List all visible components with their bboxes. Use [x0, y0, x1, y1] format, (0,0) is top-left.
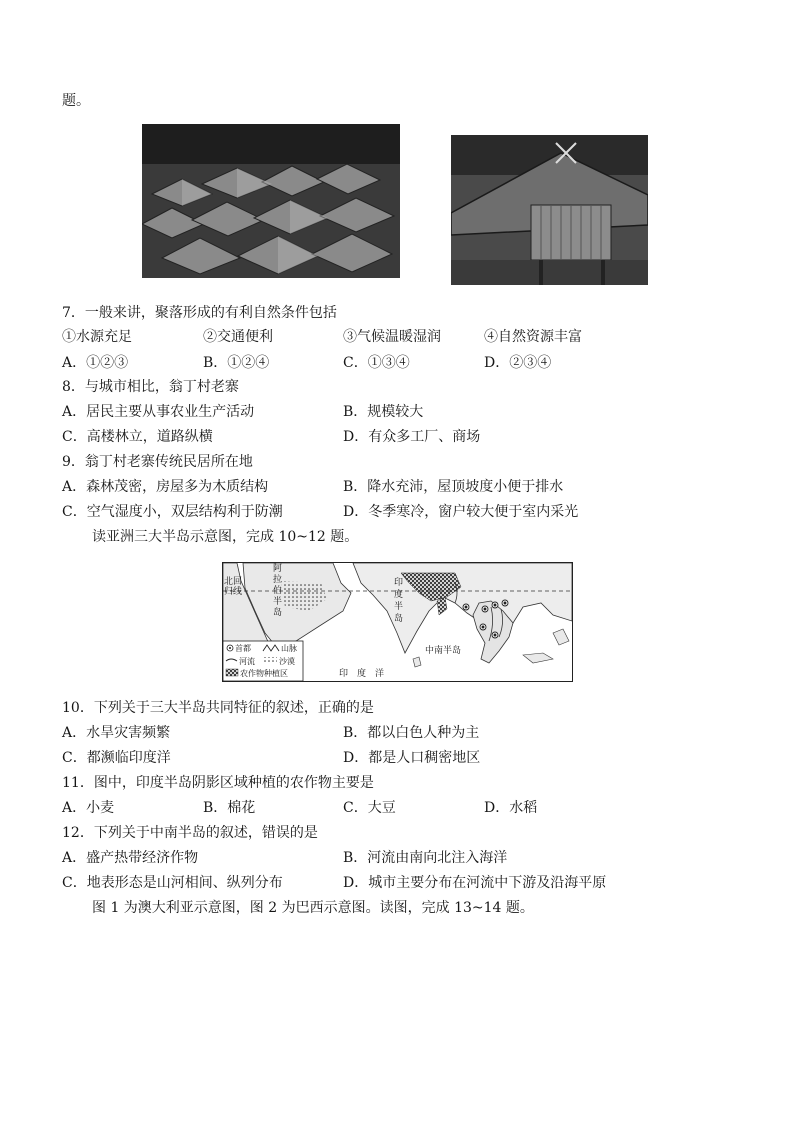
q12-option-b: B．河流由南向北注入海洋 [343, 850, 508, 866]
legend-crop-icon [226, 669, 238, 676]
q9-option-d: D．冬季寒冷，窗户较大便于室内采光 [343, 504, 579, 520]
ocean-label: 印 度 洋 [339, 669, 385, 679]
q10-option-b: B．都以白色人种为主 [343, 725, 480, 741]
q7-item-1: ①水源充足 [62, 329, 132, 345]
q12-option-a: A．盛产热带经济作物 [62, 850, 199, 866]
next-section-intro: 图 1 为澳大利亚示意图，图 2 为巴西示意图。读图，完成 13~14 题。 [92, 900, 534, 916]
legend-capital-label: 首都 [235, 644, 251, 653]
q10-stem: 10．下列关于三大半岛共同特征的叙述，正确的是 [62, 700, 374, 716]
q9-option-c: C．空气湿度小，双层结构利于防潮 [62, 504, 283, 520]
map-intro: 读亚洲三大半岛示意图，完成 10~12 题。 [92, 529, 359, 545]
q9-option-b: B．降水充沛，屋顶坡度小便于排水 [343, 479, 564, 495]
q12-stem: 12．下列关于中南半岛的叙述，错误的是 [62, 825, 318, 841]
q11-option-c: C．大豆 [343, 800, 396, 816]
legend-desert-icon [263, 657, 277, 664]
q7-option-d: D．②③④ [484, 355, 552, 371]
asia-peninsulas-map [222, 562, 573, 682]
q12-option-c: C．地表形态是山河相间、纵列分布 [62, 875, 283, 891]
traditional-house-photo [451, 135, 648, 285]
q11-stem: 11．图中，印度半岛阴影区域种植的农作物主要是 [62, 775, 374, 791]
q7-item-2: ②交通便利 [203, 329, 273, 345]
q8-stem: 8．与城市相比，翁丁村老寨 [62, 379, 239, 395]
q11-option-a: A．小麦 [62, 800, 115, 816]
q8-option-a: A．居民主要从事农业生产活动 [62, 404, 255, 420]
q8-option-c: C．高楼林立，道路纵横 [62, 429, 213, 445]
legend-desert-label: 沙漠 [279, 657, 295, 666]
q11-option-b: B．棉花 [203, 800, 256, 816]
q11-option-d: D．水稻 [484, 800, 538, 816]
q7-option-a: A．①②③ [62, 355, 129, 371]
q10-option-d: D．都是人口稠密地区 [343, 750, 481, 766]
legend-river-label: 河流 [239, 657, 255, 666]
intro-tail: 题。 [62, 93, 90, 109]
q10-option-c: C．都濒临印度洋 [62, 750, 171, 766]
q7-option-b: B．①②④ [203, 355, 270, 371]
village-rooftops-photo [142, 124, 400, 278]
q8-option-b: B．规模较大 [343, 404, 424, 420]
q7-item-4: ④自然资源丰富 [484, 329, 582, 345]
indochina-label: 中南半岛 [425, 646, 462, 656]
q9-option-a: A．森林茂密，房屋多为木质结构 [62, 479, 269, 495]
legend-mountain-label: 山脉 [281, 644, 297, 653]
legend-crop-label: 农作物种植区 [240, 669, 288, 678]
q7-option-c: C．①③④ [343, 355, 410, 371]
tropic-label: 北回 归线 [224, 577, 243, 597]
q12-option-d: D．城市主要分布在河流中下游及沿海平原 [343, 875, 607, 891]
q7-stem: 7．一般来讲，聚落形成的有利自然条件包括 [62, 305, 337, 321]
q8-option-d: D．有众多工厂、商场 [343, 429, 481, 445]
india-label: 印 度 半 岛 [394, 578, 404, 624]
q7-item-3: ③气候温暖湿润 [343, 329, 441, 345]
q9-stem: 9．翁丁村老寨传统民居所在地 [62, 454, 253, 470]
arabia-label: 阿 拉 伯 半 岛 [273, 564, 283, 618]
q10-option-a: A．水旱灾害频繁 [62, 725, 171, 741]
